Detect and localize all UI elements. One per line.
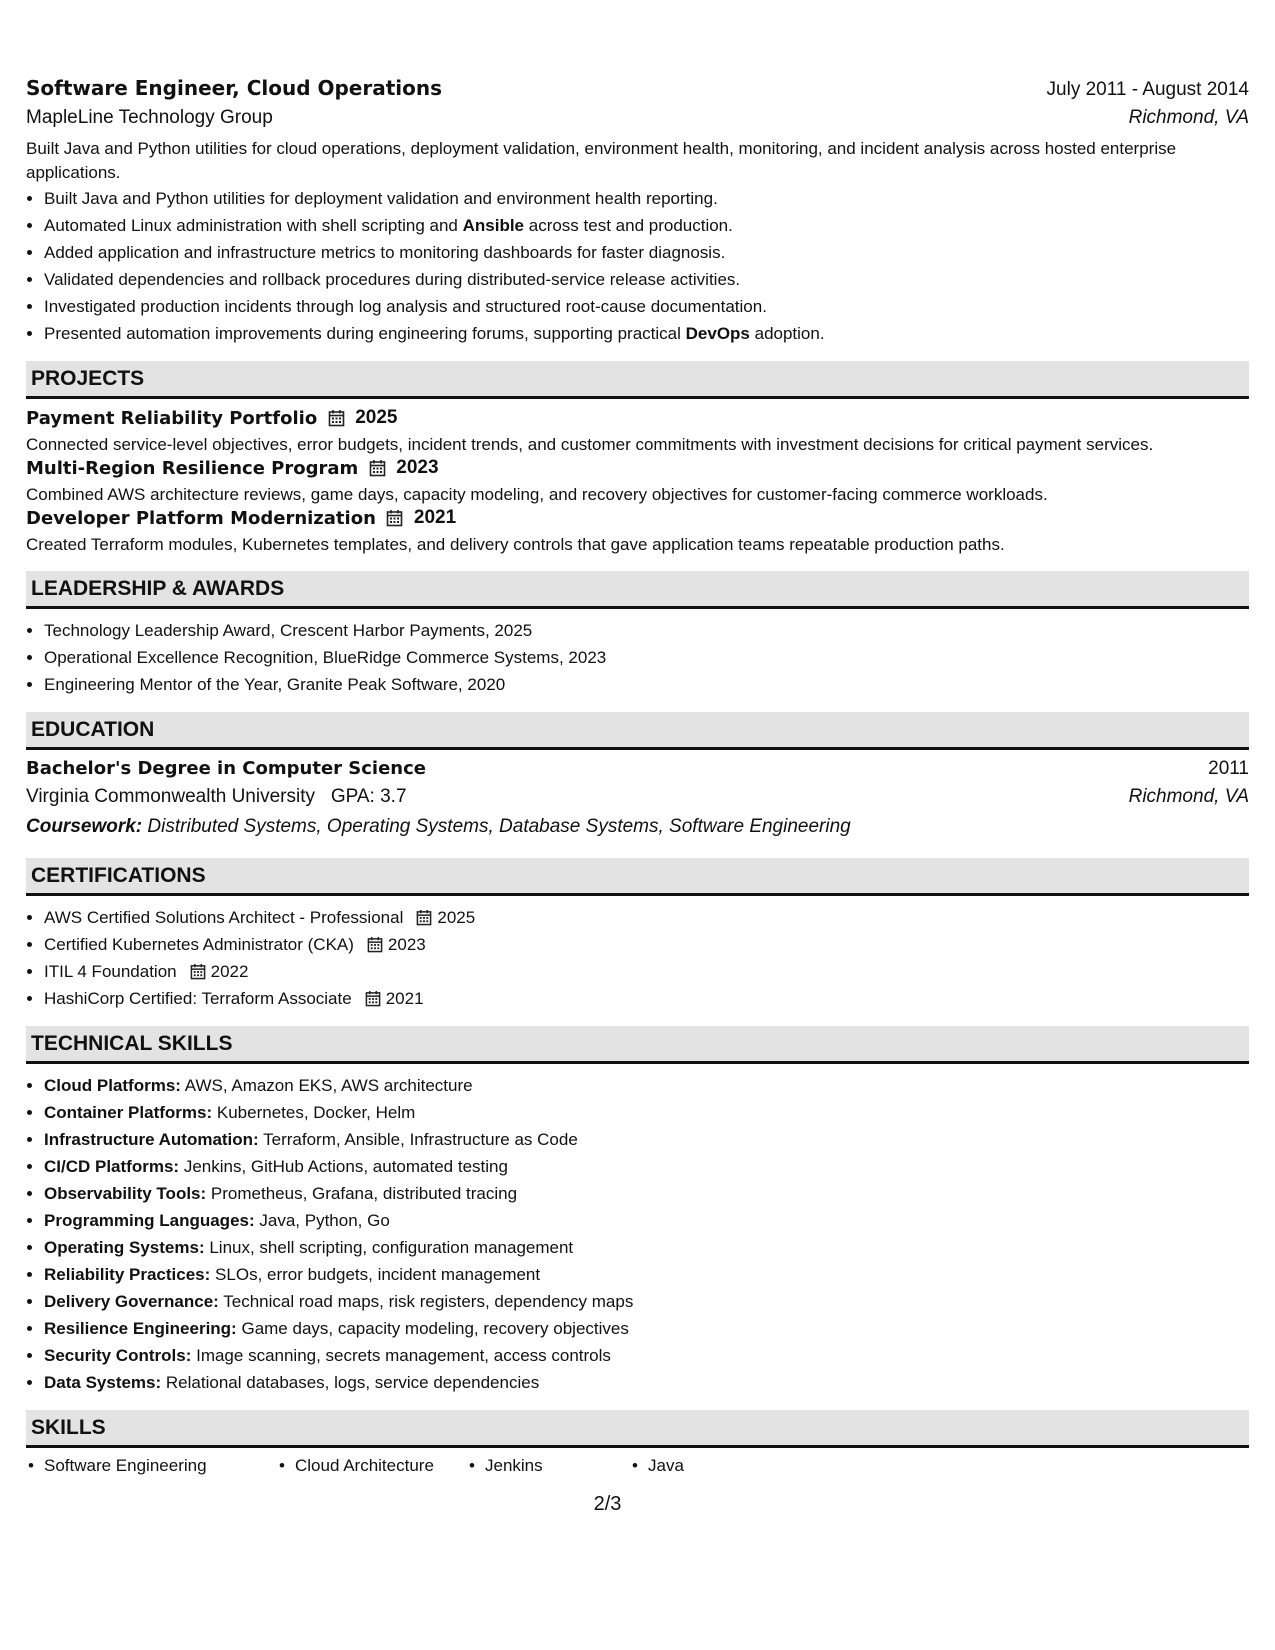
skill-values: Jenkins, GitHub Actions, automated testing	[183, 1157, 508, 1176]
award-item: • Operational Excellence Recognition, BlueRidge Commerce Systems, 2023	[44, 644, 1249, 671]
certification-year: 2025	[437, 908, 476, 927]
section-heading-skills: SKILLS	[26, 1410, 1249, 1448]
job-location: Richmond, VA	[1128, 107, 1249, 128]
technical-skill-item	[44, 1126, 1249, 1153]
technical-skill-item	[44, 1207, 1249, 1234]
job-summary: Built Java and Python utilities for cloud operations, deployment validation, environment health, monitoring, and incident analysis across hosted enterprise applications.	[26, 139, 1177, 182]
job-title: Software Engineer, Cloud Operations	[26, 76, 443, 100]
graduation-year: 2011	[1208, 758, 1249, 779]
resume-page	[26, 76, 1249, 1476]
skill-category: Programming Languages:	[44, 1211, 255, 1230]
skill-values: Technical road maps, risk registers, dependency maps	[223, 1292, 634, 1311]
skill-category: Delivery Governance:	[44, 1292, 219, 1311]
project-description: Connected service-level objectives, error budgets, incident trends, and customer commitments with investment decisions for critical payment services.	[26, 435, 1154, 454]
calendar-icon	[364, 990, 382, 1008]
bullet-text: Investigated production incidents through log analysis and structured root-cause documentation.	[44, 297, 767, 316]
certification-year: 2021	[385, 989, 424, 1008]
skill-category: Resilience Engineering:	[44, 1319, 237, 1338]
technical-skill-item	[44, 1234, 1249, 1261]
certification-item	[44, 931, 1249, 958]
skills-list	[26, 1456, 1249, 1476]
skill-category: Reliability Practices:	[44, 1265, 211, 1284]
skill-category: Cloud Platforms:	[44, 1076, 181, 1095]
bullet-text: adoption.	[749, 324, 825, 343]
section-heading-education: EDUCATION	[26, 712, 1249, 750]
skill-category: Infrastructure Automation:	[44, 1130, 259, 1149]
job-bullet	[44, 212, 1249, 239]
certification-name: • ITIL 4 Foundation	[44, 962, 177, 981]
project-description: Combined AWS architecture reviews, game days, capacity modeling, and recovery objectives for customer-facing commerce workloads.	[26, 485, 1048, 504]
technical-skill-item	[44, 1153, 1249, 1180]
skill-category: Operating Systems:	[44, 1238, 205, 1257]
leadership-list	[26, 617, 1249, 698]
project-title: Developer Platform Modernization	[26, 507, 376, 529]
job-bullet	[44, 185, 1249, 212]
bullet-text: across test and production.	[524, 216, 733, 235]
calendar-icon	[368, 459, 386, 477]
skill-category: Data Systems:	[44, 1373, 162, 1392]
skill-values: SLOs, error budgets, incident management	[215, 1265, 541, 1284]
skill-item: • Java	[630, 1456, 684, 1476]
project-item	[26, 407, 1249, 457]
technical-skill-item	[44, 1180, 1249, 1207]
certification-item	[44, 985, 1249, 1012]
technical-skill-item	[44, 1072, 1249, 1099]
award-item: • Engineering Mentor of the Year, Granite Peak Software, 2020	[44, 671, 1249, 698]
section-heading-projects: PROJECTS	[26, 361, 1249, 399]
bullet-bold-keyword: Ansible	[462, 216, 525, 235]
skill-values: Java, Python, Go	[259, 1211, 390, 1230]
company-name: MapleLine Technology Group	[26, 107, 273, 128]
certification-name: • HashiCorp Certified: Terraform Associate	[44, 989, 352, 1008]
certification-name: • Certified Kubernetes Administrator (CKA)	[44, 935, 354, 954]
section-heading-certifications: CERTIFICATIONS	[26, 858, 1249, 896]
bullet-text: Validated dependencies and rollback procedures during distributed-service release activities.	[44, 270, 741, 289]
skill-values: Game days, capacity modeling, recovery objectives	[241, 1319, 629, 1338]
technical-skill-item	[44, 1261, 1249, 1288]
project-title: Payment Reliability Portfolio	[26, 407, 318, 429]
certification-year: 2022	[210, 962, 249, 981]
page-number: 2/3	[593, 1493, 622, 1515]
project-year: 2021	[413, 507, 457, 528]
certifications-list	[26, 904, 1249, 1012]
skill-category: Security Controls:	[44, 1346, 192, 1365]
school-name: Virginia Commonwealth University	[26, 786, 315, 807]
section-heading-leadership: LEADERSHIP & AWARDS	[26, 571, 1249, 609]
projects-list	[26, 407, 1249, 557]
skill-category: CI/CD Platforms:	[44, 1157, 180, 1176]
skill-category: Observability Tools:	[44, 1184, 207, 1203]
certification-item	[44, 958, 1249, 985]
coursework	[26, 816, 1249, 838]
skill-values: Image scanning, secrets management, access controls	[196, 1346, 611, 1365]
job-bullet	[44, 266, 1249, 293]
skill-item: • Jenkins	[467, 1456, 630, 1476]
skill-values: Linux, shell scripting, configuration management	[209, 1238, 574, 1257]
job-bullet	[44, 320, 1249, 347]
degree-title: Bachelor's Degree in Computer Science	[26, 758, 426, 779]
coursework-list: Distributed Systems, Operating Systems, Database Systems, Software Engineering	[147, 816, 851, 837]
coursework-label: Coursework:	[26, 816, 143, 837]
education-entry	[26, 758, 1249, 838]
calendar-icon	[327, 409, 345, 427]
award-item: • Technology Leadership Award, Crescent Harbor Payments, 2025	[44, 617, 1249, 644]
project-description: Created Terraform modules, Kubernetes templates, and delivery controls that gave application teams repeatable production paths.	[26, 535, 1005, 554]
technical-skill-item	[44, 1099, 1249, 1126]
technical-skill-item	[44, 1288, 1249, 1315]
technical-skill-item	[44, 1369, 1249, 1396]
certification-year: 2023	[387, 935, 426, 954]
calendar-icon	[189, 963, 207, 981]
skill-item: • Software Engineering	[26, 1456, 277, 1476]
section-heading-technical-skills: TECHNICAL SKILLS	[26, 1026, 1249, 1064]
project-title: Multi-Region Resilience Program	[26, 457, 359, 479]
skill-values: Kubernetes, Docker, Helm	[216, 1103, 416, 1122]
technical-skills-list	[26, 1072, 1249, 1396]
certification-name: • AWS Certified Solutions Architect - Professional	[44, 908, 404, 927]
calendar-icon	[415, 909, 433, 927]
project-item	[26, 457, 1249, 507]
job-bullets	[26, 185, 1249, 347]
technical-skill-item	[44, 1315, 1249, 1342]
project-year: 2023	[396, 457, 439, 478]
project-year: 2025	[355, 407, 398, 428]
bullet-text: Built Java and Python utilities for deployment validation and environment health reporting.	[44, 189, 718, 208]
bullet-text: Automated Linux administration with shell scripting and	[44, 216, 463, 235]
certification-item	[44, 904, 1249, 931]
job-bullet	[44, 239, 1249, 266]
skill-item: • Cloud Architecture	[277, 1456, 467, 1476]
calendar-icon	[386, 509, 404, 527]
calendar-icon	[366, 936, 384, 954]
bullet-text: Presented automation improvements during engineering forums, supporting practical	[44, 324, 686, 343]
skill-values: Relational databases, logs, service dependencies	[165, 1373, 540, 1392]
job-bullet	[44, 293, 1249, 320]
skill-values: Terraform, Ansible, Infrastructure as Code	[263, 1130, 578, 1149]
skill-category: Container Platforms:	[44, 1103, 213, 1122]
job-dates: July 2011 - August 2014	[1046, 79, 1249, 100]
school-location: Richmond, VA	[1128, 786, 1249, 807]
bullet-bold-keyword: DevOps	[685, 324, 750, 343]
gpa: GPA: 3.7	[330, 786, 407, 807]
experience-entry	[26, 76, 1249, 347]
project-item	[26, 507, 1249, 557]
skill-values: Prometheus, Grafana, distributed tracing	[210, 1184, 518, 1203]
skill-values: AWS, Amazon EKS, AWS architecture	[184, 1076, 473, 1095]
technical-skill-item	[44, 1342, 1249, 1369]
bullet-text: Added application and infrastructure metrics to monitoring dashboards for faster diagnosis.	[44, 243, 726, 262]
